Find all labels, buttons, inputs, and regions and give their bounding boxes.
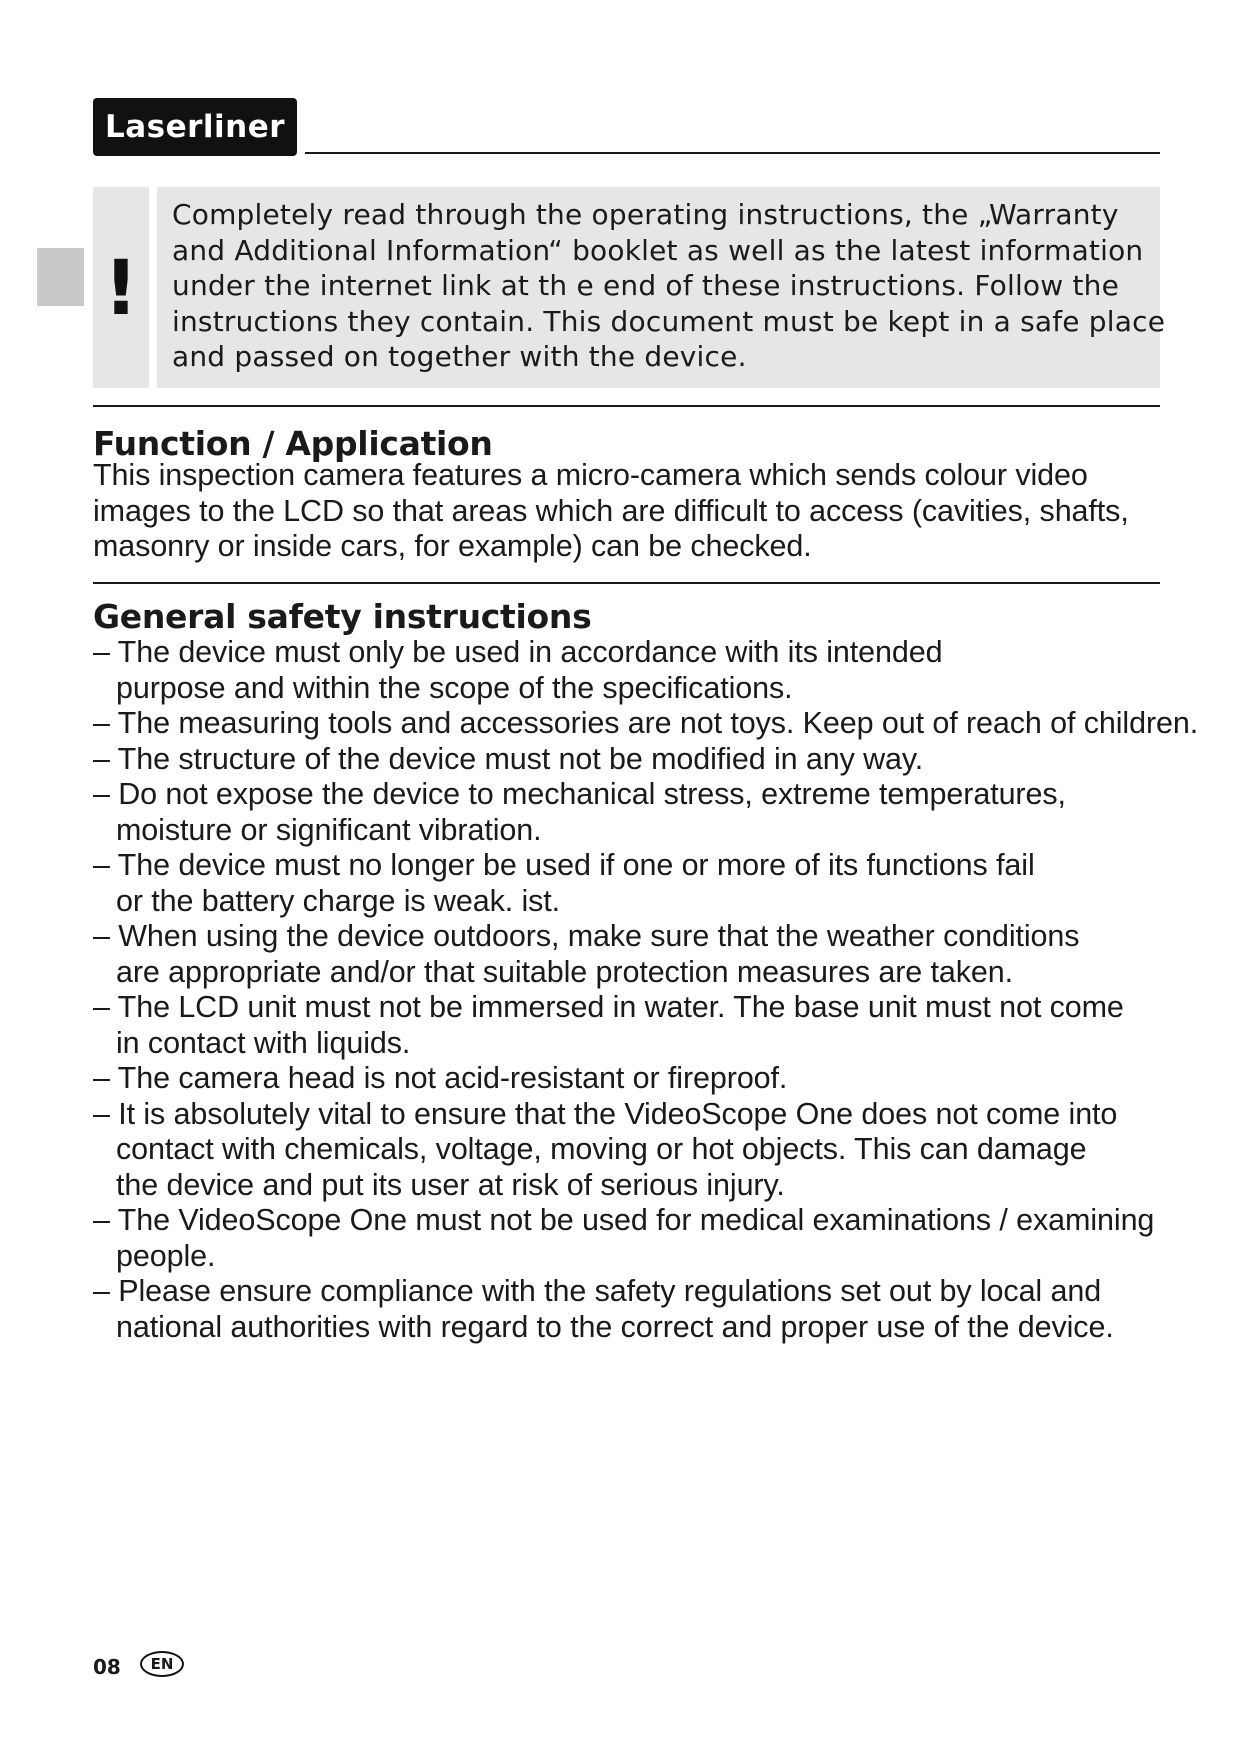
safety-line: moisture or significant vibration. xyxy=(116,812,542,847)
safety-list xyxy=(93,635,1199,1345)
safety-line: in contact with liquids. xyxy=(116,1025,411,1060)
safety-line: – Do not expose the device to mechanical stress, extreme temperatures, xyxy=(93,777,1066,811)
safety-line: – The VideoScope One must not be used for medical examinations / examining xyxy=(93,1203,1155,1237)
safety-line: purpose and within the scope of the specifications. xyxy=(116,670,793,705)
safety-line: – Please ensure compliance with the safety regulations set out by local and xyxy=(93,1274,1102,1308)
safety-line: or the battery charge is weak. ist. xyxy=(116,883,561,918)
notice-line: under the internet link at th e end of these instructions. Follow the xyxy=(172,269,1120,302)
warning-icon: ! xyxy=(93,187,149,388)
notice-line: instructions they contain. This document must be kept in a safe place xyxy=(172,304,1166,338)
notice-line: and Additional Information“ booklet as well as the latest information xyxy=(172,233,1144,267)
safety-line: – It is absolutely vital to ensure that the VideoScope One does not come into xyxy=(93,1096,1118,1131)
function-line: images to the LCD so that areas which are difficult to access (cavities, shafts, xyxy=(93,493,1129,528)
notice-line: and passed on together with the device. xyxy=(172,340,747,373)
safety-line: – The structure of the device must not be modified in any way. xyxy=(93,741,924,776)
safety-line: national authorities with regard to the correct and proper use of the device. xyxy=(116,1309,1114,1344)
safety-heading: General safety instructions xyxy=(93,597,592,636)
section-divider xyxy=(93,405,1160,407)
safety-line: – The device must only be used in accordance with its intended xyxy=(93,635,943,669)
brand-logo: Laserliner xyxy=(93,98,297,156)
safety-line: – The device must no longer be used if one or more of its functions fail xyxy=(93,848,1035,882)
function-line: This inspection camera features a micro-camera which sends colour video xyxy=(93,458,1088,492)
notice-box xyxy=(157,187,1166,388)
header-rule xyxy=(305,152,1160,154)
safety-line: are appropriate and/or that suitable protection measures are taken. xyxy=(116,954,1013,989)
safety-line: – The camera head is not acid-resistant or fireproof. xyxy=(93,1061,788,1095)
page-number: 08 xyxy=(93,1655,121,1679)
function-line: masonry or inside cars, for example) can be checked. xyxy=(93,529,812,563)
section-divider xyxy=(93,582,1160,584)
language-badge: EN xyxy=(140,1651,184,1677)
safety-line: – The LCD unit must not be immersed in water. The base unit must not come xyxy=(93,990,1124,1024)
safety-line: the device and put its user at risk of serious injury. xyxy=(116,1167,785,1202)
safety-line: – When using the device outdoors, make sure that the weather conditions xyxy=(93,919,1080,953)
safety-line: – The measuring tools and accessories are not toys. Keep out of reach of children. xyxy=(93,706,1199,740)
function-text xyxy=(93,458,1173,565)
function-heading: Function / Application xyxy=(93,424,493,463)
safety-line: contact with chemicals, voltage, moving or hot objects. This can damage xyxy=(116,1132,1087,1166)
section-tab xyxy=(37,248,84,306)
notice-line: Completely read through the operating instructions, the „Warranty xyxy=(172,198,1119,231)
safety-line: people. xyxy=(116,1238,216,1273)
